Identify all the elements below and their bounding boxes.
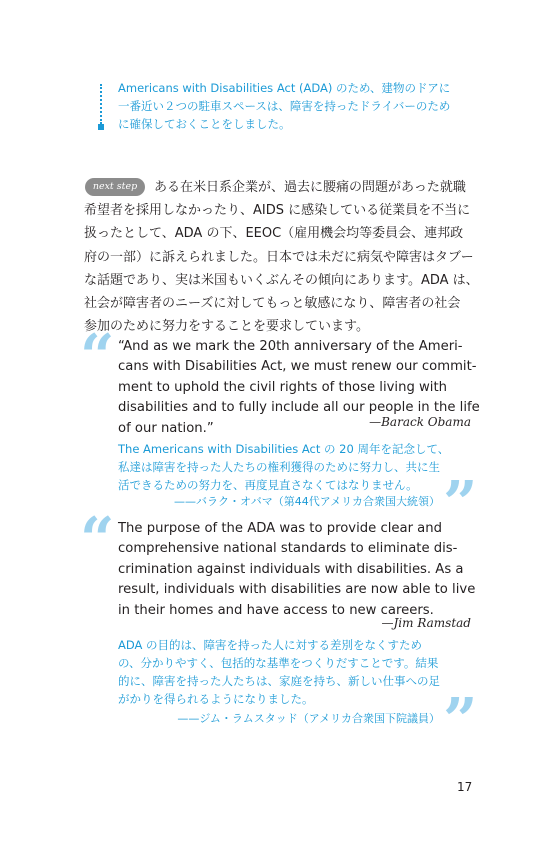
paragraph-line: ある在米日系企業が、過去に腰痛の問題があった就職 [154, 180, 466, 195]
paragraph-line: 参加のために努力をすることを要求しています。 [84, 319, 369, 335]
note-square-bullet [98, 124, 104, 130]
quote-line: ment to uphold the civil rights of those living with [118, 379, 447, 395]
quote-translation [118, 440, 478, 494]
quote-line: in their homes and have access to new careers. [118, 602, 434, 618]
open-quote-mark-icon: “ [80, 505, 115, 575]
open-quote-mark-icon: “ [80, 322, 115, 392]
quote-line: disabilities and to fully include all our people in the life [118, 400, 480, 416]
translation-line: The Americans with Disabilities Act の 20 周年を記念して、 [118, 442, 450, 456]
ada-note [118, 79, 468, 133]
translation-line: がかりを得られるようになりました。 [118, 692, 314, 706]
close-quote-mark-icon: ” [443, 686, 478, 756]
quote-line: The purpose of the ADA was to provide clear and [118, 521, 442, 536]
quote-attribution: —Barack Obama [369, 415, 471, 429]
quote-translation [118, 636, 478, 708]
quote-line: of our nation.” [118, 420, 214, 436]
quote-line: comprehensive national standards to eliminate dis- [118, 541, 458, 557]
translation-line: 活できるための努力を、再度見直さなくてはなりません。 [118, 478, 418, 492]
note-line: Americans with Disabilities Act (ADA) のため、建物のドアに [118, 81, 451, 95]
quote-line: “And as we mark the 20th anniversary of the Ameri- [118, 339, 463, 354]
translation-line: 的に、障害を持った人たちは、家庭を持ち、新しい仕事への足 [118, 674, 440, 688]
translation-line: ADA の目的は、障害を持った人に対する差別をなくすため [118, 638, 423, 652]
paragraph-line: な話題であり、実は米国もいくぶんその傾向にあります。ADA は、 [84, 272, 479, 288]
quote-ramstad [118, 519, 476, 621]
translation-attribution: ——バラク・オバマ（第44代アメリカ合衆国大統領） [173, 495, 440, 508]
next-step-badge: next step [85, 178, 145, 196]
paragraph-line: 社会が障害者のニーズに対してもっと敏感になり、障害者の社会 [84, 296, 461, 312]
translation-attribution: ——ジム・ラムスタッド（アメリカ合衆国下院議員） [177, 712, 440, 725]
page-number: 17 [457, 780, 473, 794]
close-quote-mark-icon: ” [443, 469, 478, 539]
paragraph-line: 扱ったとして、ADA の下、EEOC（雇用機会均等委員会、連邦政 [84, 226, 464, 242]
translation-line: 私達は障害を持った人たちの権利獲得のために努力し、共に生 [118, 460, 440, 474]
note-dotted-rule [100, 84, 102, 124]
note-line: に確保しておくことをしました。 [118, 117, 291, 131]
quote-line: result, individuals with disabilities are now able to live [118, 582, 476, 598]
quote-line: crimination against individuals with disabilities. As a [118, 561, 464, 577]
translation-line: の、分かりやすく、包括的な基準をつくりだすことです。結果 [118, 656, 439, 670]
note-line: 一番近い２つの駐車スペースは、障害を持ったドライバーのため [118, 99, 451, 113]
next-step-paragraph [84, 176, 484, 338]
quote-attribution: —Jim Ramstad [381, 616, 471, 630]
paragraph-line: 希望者を採用しなかったり、AIDS に感染している従業員を不当に [84, 203, 471, 219]
paragraph-line: 府の一部）に訴えられました。日本では未だに病気や障害はタブー [84, 249, 474, 265]
quote-line: cans with Disabilities Act, we must renew our commit- [118, 359, 477, 375]
